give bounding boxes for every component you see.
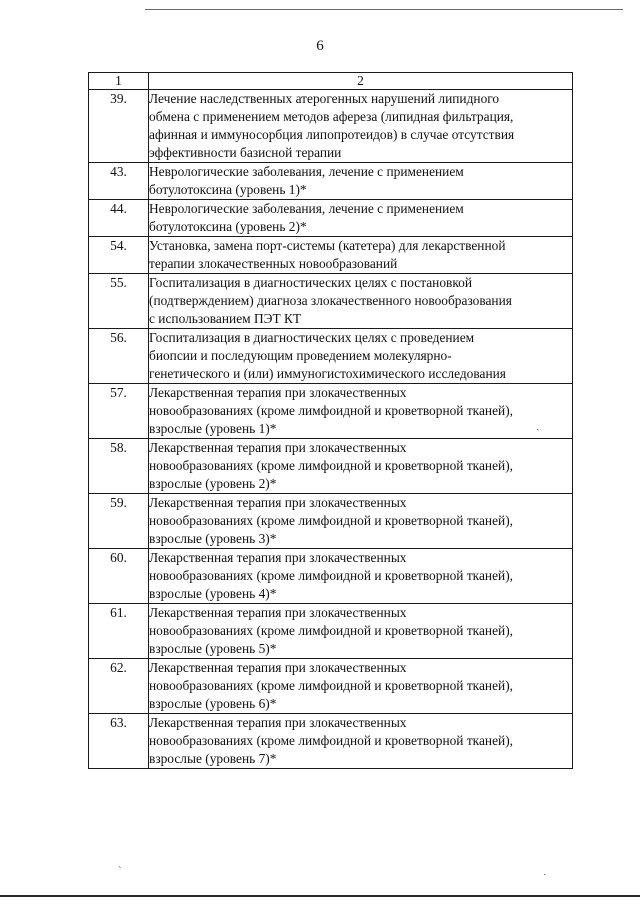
table-row [89, 163, 573, 200]
row-description: Лекарственная терапия при злокачественных новообразованиях (кроме лимфоидной и кроветворной тканей), взрослые (уровень 5)* [149, 604, 573, 659]
row-description: Установка, замена порт-системы (катетера) для лекарственной терапии злокачественных новообразований [149, 237, 573, 274]
table-row [89, 237, 573, 274]
scan-speck: ˙ [543, 872, 547, 884]
table-row [89, 90, 573, 163]
row-number: 62. [89, 659, 149, 714]
table-row [89, 714, 573, 769]
scan-speck: ˎ [536, 419, 540, 431]
table-row [89, 494, 573, 549]
row-number: 54. [89, 237, 149, 274]
table-row [89, 200, 573, 237]
row-number: 58. [89, 439, 149, 494]
row-description: Лекарственная терапия при злокачественных новообразованиях (кроме лимфоидной и кроветворной тканей), взрослые (уровень 2)* [149, 439, 573, 494]
row-number: 44. [89, 200, 149, 237]
row-description: Лекарственная терапия при злокачественных новообразованиях (кроме лимфоидной и кроветворной тканей), взрослые (уровень 1)* [149, 384, 573, 439]
row-number: 63. [89, 714, 149, 769]
row-description: Лекарственная терапия при злокачественных новообразованиях (кроме лимфоидной и кроветворной тканей), взрослые (уровень 7)* [149, 714, 573, 769]
row-description: Лекарственная терапия при злокачественных новообразованиях (кроме лимфоидной и кроветворной тканей), взрослые (уровень 3)* [149, 494, 573, 549]
row-description: Госпитализация в диагностических целях с проведением биопсии и последующим проведением молекулярно- генетического и (или) иммуногистохимического исследования [149, 329, 573, 384]
scan-speck: ˋ [118, 865, 122, 877]
row-number: 61. [89, 604, 149, 659]
row-number: 55. [89, 274, 149, 329]
procedures-table [88, 72, 573, 769]
row-description: Госпитализация в диагностических целях с постановкой (подтверждением) диагноза злокачественного новообразования с использованием ПЭТ КТ [149, 274, 573, 329]
row-description: Неврологические заболевания, лечение с применением ботулотоксина (уровень 1)* [149, 163, 573, 200]
row-number: 56. [89, 329, 149, 384]
table-row [89, 274, 573, 329]
column-header-number: 1 [89, 73, 149, 90]
table-header-row [89, 73, 573, 90]
row-description: Лекарственная терапия при злокачественных новообразованиях (кроме лимфоидной и кроветворной тканей), взрослые (уровень 6)* [149, 659, 573, 714]
row-number: 39. [89, 90, 149, 163]
row-number: 43. [89, 163, 149, 200]
row-description: Лекарственная терапия при злокачественных новообразованиях (кроме лимфоидной и кроветворной тканей), взрослые (уровень 4)* [149, 549, 573, 604]
row-description: Лечение наследственных атерогенных нарушений липидного обмена с применением методов афереза (липидная фильтрация, афинная и иммуносорбция липопротеидов) в случае отсутствия эффективности базисной терапии [149, 90, 573, 163]
table-row [89, 329, 573, 384]
row-number: 59. [89, 494, 149, 549]
column-header-description: 2 [149, 73, 573, 90]
table-row [89, 384, 573, 439]
table-row [89, 549, 573, 604]
table-row [89, 439, 573, 494]
page-number: 6 [316, 38, 324, 54]
scan-edge-bottom [0, 895, 640, 897]
row-number: 60. [89, 549, 149, 604]
table-row [89, 659, 573, 714]
scan-edge-top [145, 9, 623, 10]
row-description: Неврологические заболевания, лечение с применением ботулотоксина (уровень 2)* [149, 200, 573, 237]
table-body [89, 90, 573, 769]
table-row [89, 604, 573, 659]
row-number: 57. [89, 384, 149, 439]
